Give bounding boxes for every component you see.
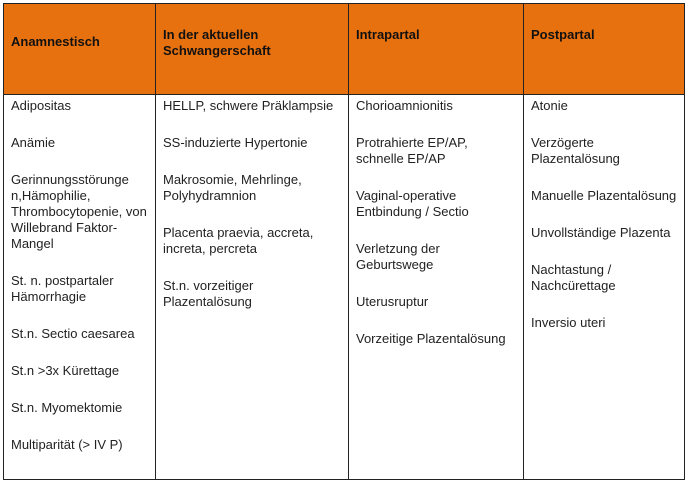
list-item: St.n. Myomektomie	[11, 400, 123, 415]
list-item: Gerinnungsstörunge n,Hämophilie, Thrombocytopenie, von Willebrand Faktor-Mangel	[11, 172, 147, 251]
list-item: Unvollständige Plazenta	[531, 225, 671, 240]
list-item: Vorzeitige Plazentalösung	[356, 331, 506, 346]
list-item: Anämie	[11, 135, 56, 150]
column-aktuelle-schwangerschaft	[156, 95, 349, 480]
list-item: Uterusruptur	[356, 294, 429, 309]
header-aktuelle-schwangerschaft	[156, 4, 349, 95]
list-item: Manuelle Plazentalösung	[531, 188, 677, 203]
list-item: Placenta praevia, accreta, increta, percreta	[163, 225, 314, 256]
list-item: Makrosomie, Mehrlinge, Polyhydramnion	[163, 172, 302, 203]
risk-factor-table	[3, 3, 685, 480]
list-item: Multiparität (> IV P)	[11, 437, 123, 452]
header-row	[4, 4, 685, 95]
header-anamnestisch	[4, 4, 156, 95]
list-item: Nachtastung / Nachcürettage	[531, 262, 616, 293]
header-intrapartal	[349, 4, 524, 95]
column-anamnestisch	[4, 95, 156, 480]
header-postpartal	[524, 4, 685, 95]
list-item: St.n >3x Kürettage	[11, 363, 120, 378]
body-row	[4, 95, 685, 480]
header-label: In der aktuellen Schwangerschaft	[163, 27, 271, 58]
list-item: Verzögerte Plazentalösung	[531, 135, 620, 166]
list-item: Atonie	[531, 98, 568, 113]
list-item: Vaginal-operative Entbindung / Sectio	[356, 188, 469, 219]
column-intrapartal	[349, 95, 524, 480]
list-item: Protrahierte EP/AP, schnelle EP/AP	[356, 135, 468, 166]
list-item: Verletzung der Geburtswege	[356, 241, 440, 272]
column-postpartal	[524, 95, 685, 480]
list-item: SS-induzierte Hypertonie	[163, 135, 308, 150]
list-item: Adipositas	[11, 98, 71, 113]
header-label: Anamnestisch	[11, 34, 100, 49]
list-item: St.n. vorzeitiger Plazentalösung	[163, 278, 254, 309]
list-item: St. n. postpartaler Hämorrhagie	[11, 273, 114, 304]
list-item: Chorioamnionitis	[356, 98, 453, 113]
list-item: St.n. Sectio caesarea	[11, 326, 135, 341]
header-label: Intrapartal	[356, 27, 420, 42]
list-item: HELLP, schwere Präklampsie	[163, 98, 334, 113]
list-item: Inversio uteri	[531, 315, 606, 330]
header-label: Postpartal	[531, 27, 595, 42]
